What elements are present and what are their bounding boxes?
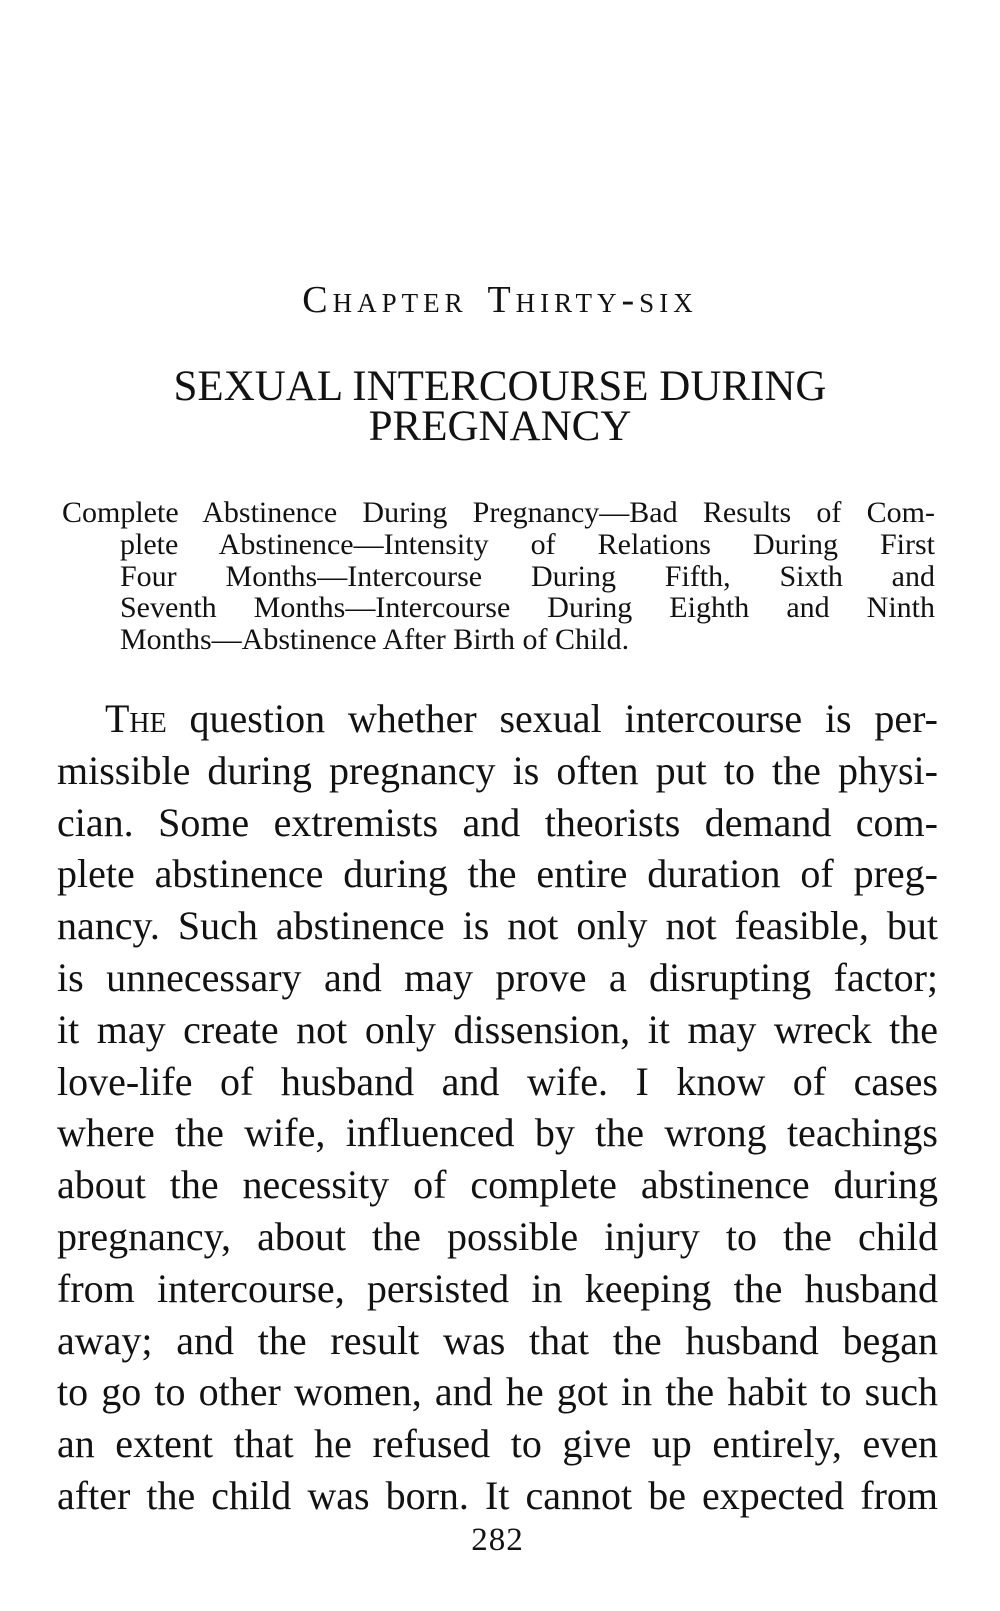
body-line: after the child was born. It cannot be expected from [57, 1472, 938, 1518]
body-line: from intercourse, persisted in keeping the husband [57, 1265, 938, 1311]
summary-line: Seventh Months—Intercourse During Eighth and Ninth [120, 591, 935, 625]
body-line: away; and the result was that the husband began [57, 1317, 938, 1363]
summary-line: Four Months—Intercourse During Fifth, Sixth and [120, 559, 935, 593]
lead-word: The [105, 696, 167, 741]
page-title-line: PREGNANCY [368, 403, 632, 450]
summary-line: Months—Abstinence After Birth of Child. [120, 623, 630, 656]
body-line: where the wife, influenced by the wrong teachings [57, 1110, 938, 1156]
body-line: pregnancy, about the possible injury to the child [57, 1213, 938, 1259]
body-line: an extent that he refused to give up entirely, even [57, 1421, 938, 1467]
body-first-line [57, 693, 938, 745]
chapter-summary [62, 497, 935, 656]
chapter-heading: Chapter Thirty-six [302, 279, 698, 321]
summary-line: plete Abstinence—Intensity of Relations During First [120, 527, 935, 561]
body-line: nancy. Such abstinence is not only not feasible, but [57, 903, 938, 949]
body-line: love-life of husband and wife. I know of cases [57, 1058, 938, 1104]
body-first-line-rest: question whether sexual intercourse is per- [166, 696, 938, 741]
body-line: to go to other women, and he got in the habit to such [57, 1369, 938, 1415]
summary-line: Complete Abstinence During Pregnancy—Bad Results of Com- [62, 496, 935, 529]
body-line: it may create not only dissension, it may wreck the [57, 1006, 938, 1052]
body-line: plete abstinence during the entire duration of preg- [57, 851, 938, 897]
page-title-line: SEXUAL INTERCOURSE DURING [173, 363, 827, 410]
body-text [57, 693, 938, 1522]
body-lines [57, 745, 938, 1522]
body-line: missible during pregnancy is often put to the physi- [57, 747, 938, 793]
body-line: cian. Some extremists and theorists demand com- [57, 799, 938, 845]
page-number: 282 [471, 1522, 524, 1558]
body-line: about the necessity of complete abstinence during [57, 1162, 938, 1208]
page-title [0, 363, 1000, 450]
body-line: is unnecessary and may prove a disrupting factor; [57, 954, 938, 1000]
